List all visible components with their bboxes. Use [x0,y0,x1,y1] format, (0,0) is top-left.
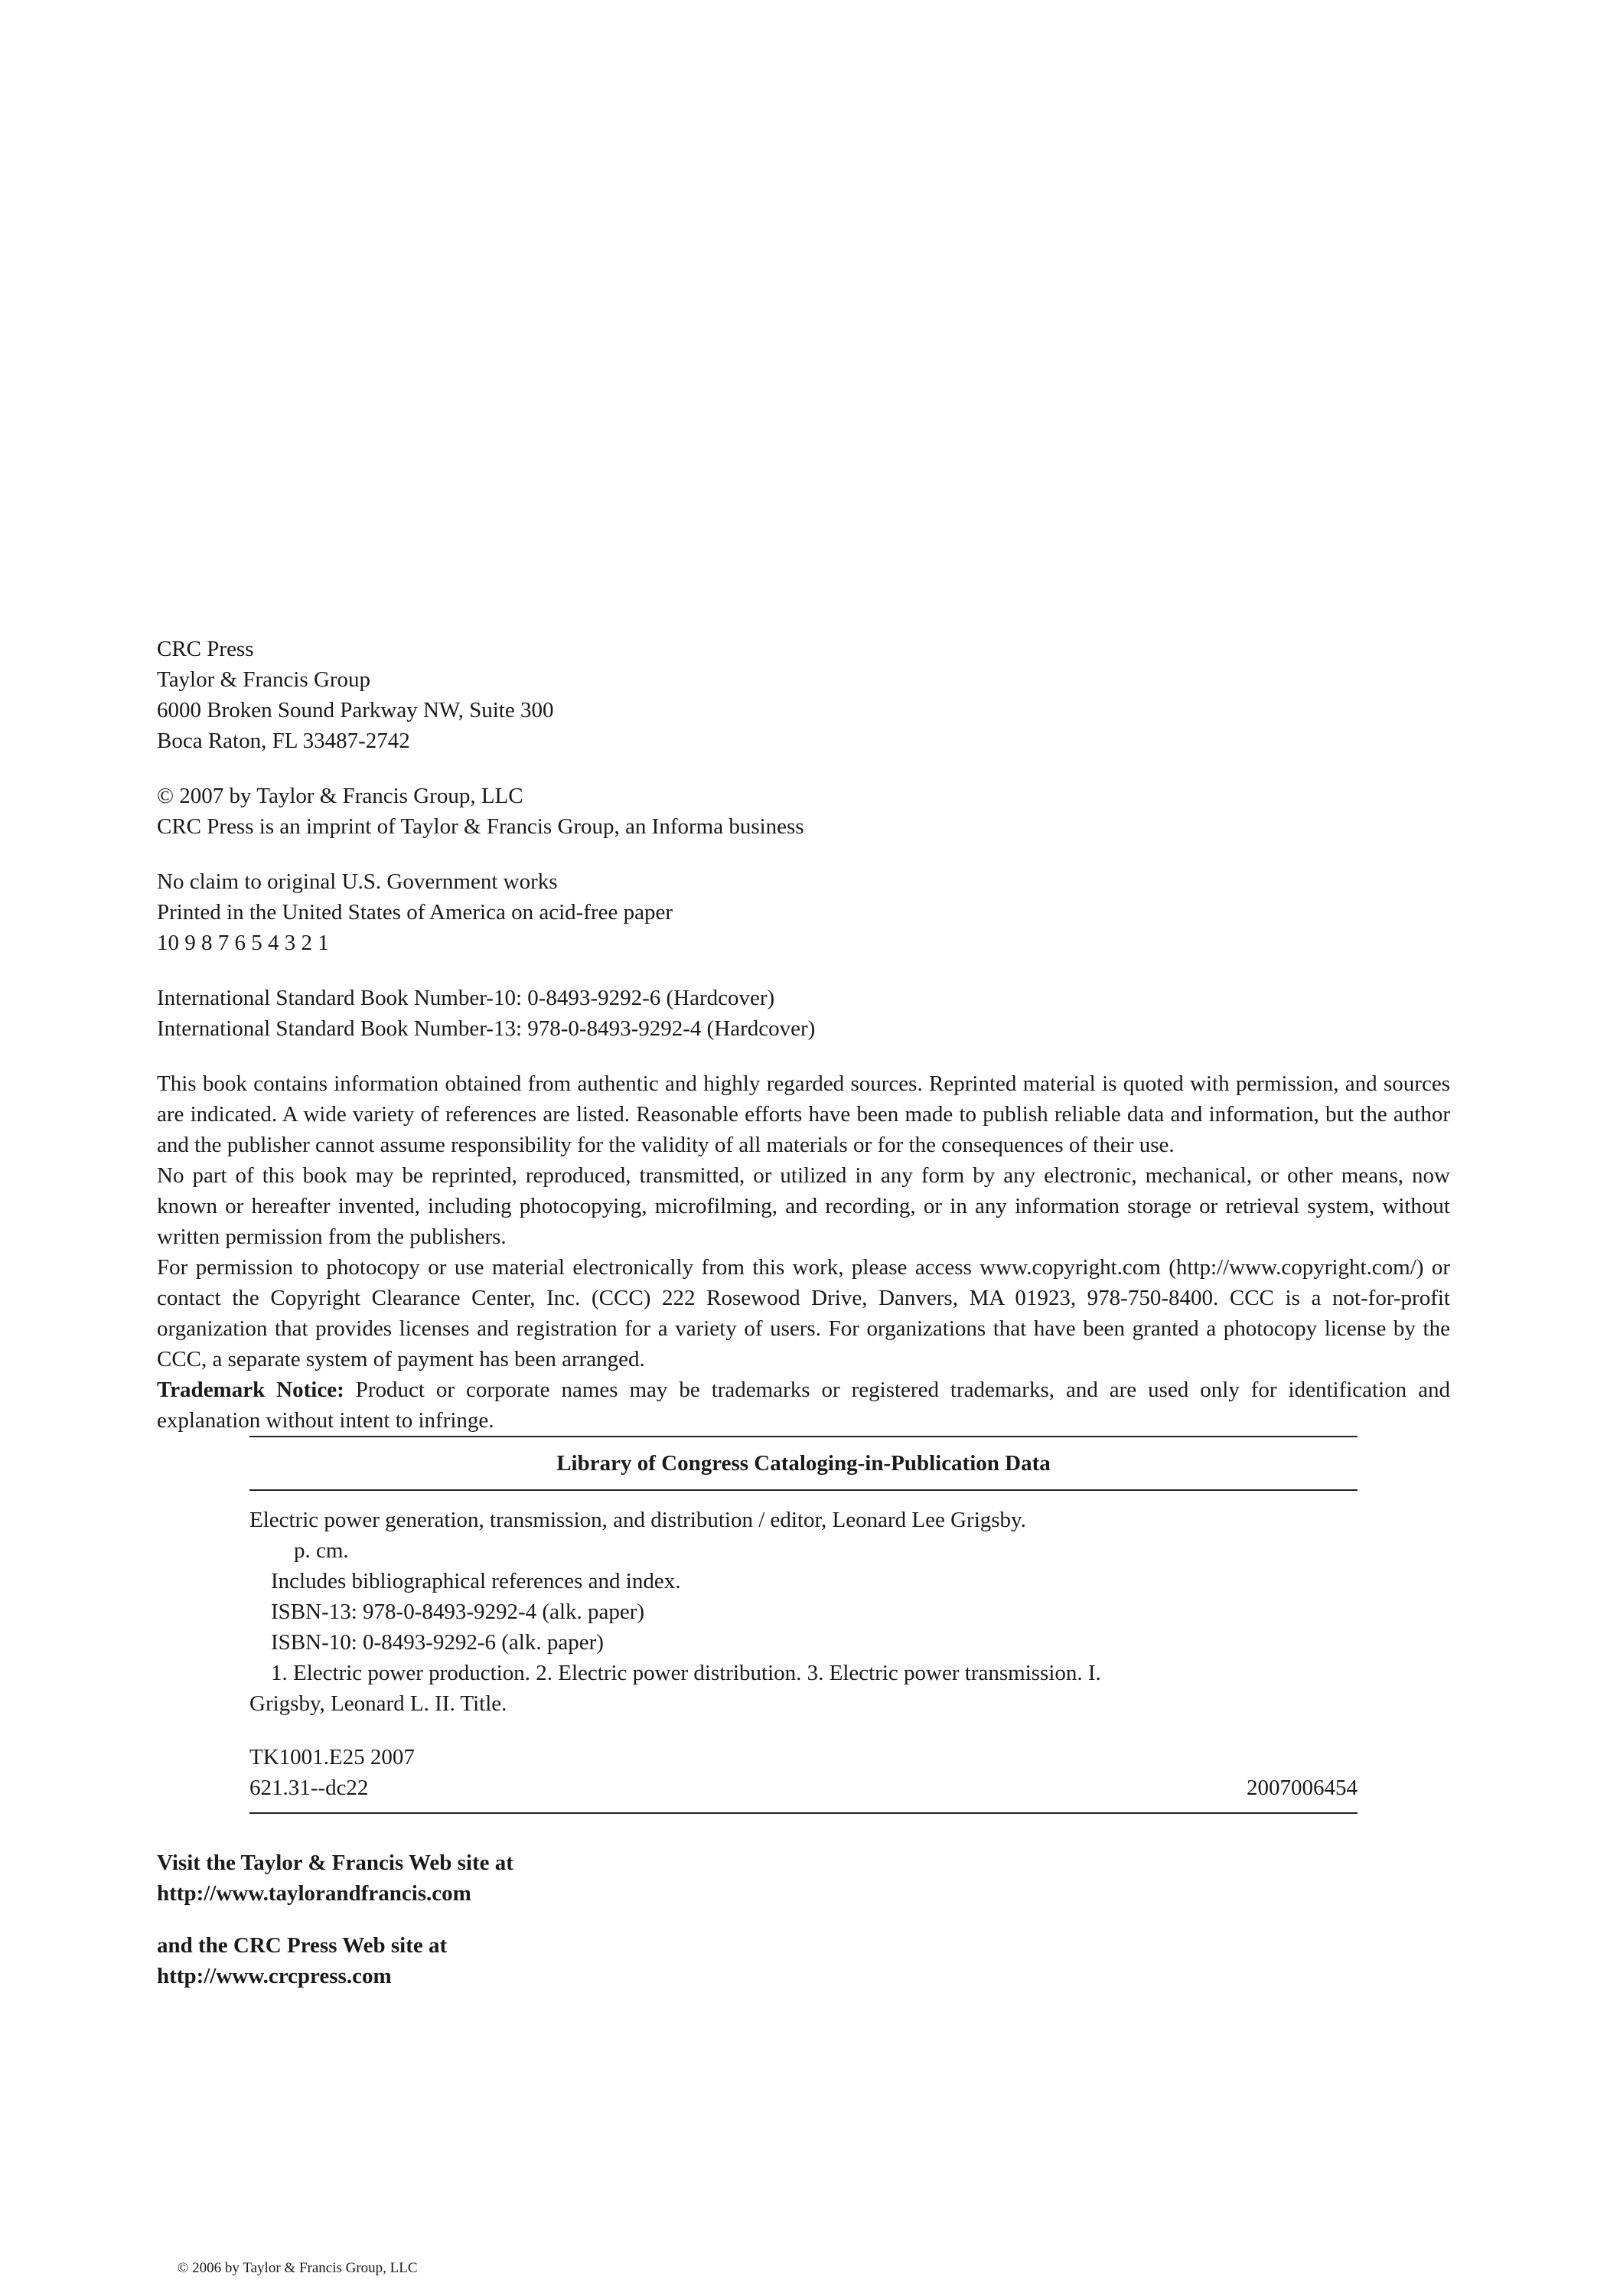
cip-notes-line: Includes bibliographical references and index. [271,1569,681,1593]
cip-subjects-line-cont: Grigsby, Leonard L. II. Title. [249,1691,507,1716]
tf-website-url[interactable]: http://www.taylorandfrancis.com [157,1881,471,1906]
copyright-notice [157,781,1450,842]
crc-website-url[interactable]: http://www.crcpress.com [157,1964,392,1988]
copyright-line: © 2007 by Taylor & Francis Group, LLC [157,784,523,808]
cip-dewey: 621.31--dc22 [249,1776,369,1800]
publisher-address-line1: 6000 Broken Sound Parkway NW, Suite 300 [157,698,554,722]
imprint-line: CRC Press is an imprint of Taylor & Francis Group, an Informa business [157,814,804,839]
printing-info [157,866,1450,958]
cip-spacer [249,1719,1358,1742]
cip-isbn13-line: ISBN-13: 978-0-8493-9292-4 (alk. paper) [271,1600,645,1624]
cip-subjects-line: 1. Electric power production. 2. Electric power distribution. 3. Electric power transmission. I. [271,1661,1101,1685]
publisher-name: CRC Press [157,637,254,661]
cip-isbn10-line: ISBN-10: 0-8493-9292-6 (alk. paper) [271,1630,604,1655]
government-works-line: No claim to original U.S. Government works [157,869,558,894]
publisher-address-line2: Boca Raton, FL 33487-2742 [157,729,410,753]
cip-classification-row [249,1773,1358,1803]
cip-pagination-line: p. cm. [294,1538,349,1563]
trademark-paragraph [157,1375,1450,1436]
websites-gap [157,1909,1450,1930]
cip-lccn: 2007006454 [1247,1776,1358,1800]
sources-paragraph: This book contains information obtained from authentic and highly regarded sources. Reprinted material is quoted with permission, and sources are indicated. A wide variety of references are listed. Reasonable efforts have been made to publish reliable data and information, but the author and the publisher cannot assume responsibility for the validity of all materials or for the consequences of their use. [157,1071,1450,1157]
cip-title-line: Electric power generation, transmission, and distribution / editor, Leonard Lee Grigsby. [249,1508,1026,1532]
publisher-address [157,634,1450,756]
trademark-text: Product or corporate names may be trademarks or registered trademarks, and are used only for identification and explanation without intent to infringe. [157,1378,1450,1433]
copyright-page [157,634,1450,1991]
cip-title: Library of Congress Cataloging-in-Publication Data [249,1437,1358,1491]
publisher-group: Taylor & Francis Group [157,667,371,692]
isbn-info [157,983,1450,1044]
tf-website-label: Visit the Taylor & Francis Web site at [157,1851,513,1875]
permission-paragraph: For permission to photocopy or use material electronically from this work, please access www.copyright.com (http://www.copyright.com/) or contact the Copyright Clearance Center, Inc. (CCC) 222 Rosewood Drive, Danvers, MA 01923, 978-750-8400. CCC is a not-for-profit organization that provides licenses and registration for a variety of users. For organizations that have been granted a photocopy license by the CCC, a separate system of payment has been arranged. [157,1255,1450,1371]
crc-website-label: and the CRC Press Web site at [157,1933,448,1958]
websites-block [157,1848,1450,1991]
trademark-label: Trademark Notice: [157,1378,344,1402]
page-footer: © 2006 by Taylor & Francis Group, LLC [178,2260,418,2276]
isbn-13-line: International Standard Book Number-13: 978-0-8493-9292-4 (Hardcover) [157,1016,816,1041]
cip-call-number: TK1001.E25 2007 [249,1745,415,1769]
printed-in-line: Printed in the United States of America on acid-free paper [157,900,673,925]
cip-data-block [249,1436,1358,1814]
reproduction-paragraph: No part of this book may be reprinted, reproduced, transmitted, or utilized in any form by any electronic, mechanical, or other means, now known or hereafter invented, including photocopying, microfilming, and recording, or in any information storage or retrieval system, without written permission from the publishers. [157,1163,1450,1249]
isbn-10-line: International Standard Book Number-10: 0-8493-9292-6 (Hardcover) [157,986,775,1010]
cip-body [249,1505,1358,1803]
print-number-line: 10 9 8 7 6 5 4 3 2 1 [157,931,329,955]
